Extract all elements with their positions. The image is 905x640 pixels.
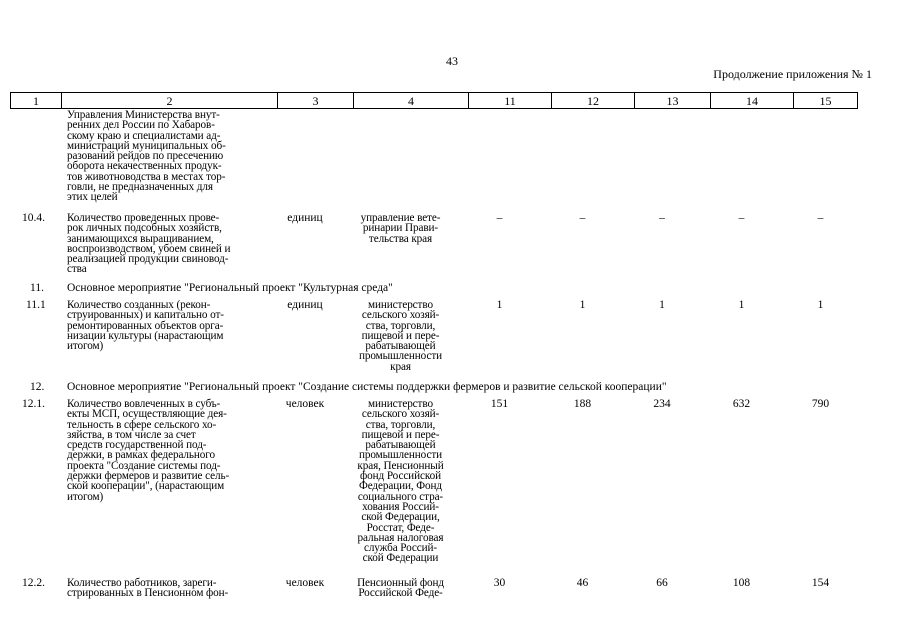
page-number: 43 — [446, 54, 458, 68]
row-12-1-v15: 790 — [811, 398, 830, 410]
row-11-1-v12: 1 — [579, 299, 586, 311]
row-10-4-v14: – — [738, 212, 745, 224]
header-col-15: 15 — [819, 94, 832, 108]
row-12-2-executor: Пенсионный фонд Российской Феде- — [357, 577, 444, 600]
row-12-1-unit: человек — [285, 398, 325, 410]
row-12-2-v12: 46 — [576, 577, 589, 589]
row-11-1-name: Количество созданных (рекон- струированных) и капитально от- ремонтированных объектов орга- низации культуры (нарастающим итогом) — [67, 299, 224, 353]
row-11-1-v14: 1 — [738, 299, 745, 311]
row-10-4-number: 10.4. — [22, 212, 45, 224]
row-12-2-v14: 108 — [732, 577, 751, 589]
header-col-13: 13 — [635, 93, 711, 108]
row-12-2-v15: 154 — [811, 577, 830, 589]
row-11-1-executor: министерство сельского хозяй- ства, торговли, пищевой и пере- рабатывающей промышленности края — [358, 299, 442, 373]
header-col-2: 2 — [62, 93, 278, 108]
section-11-title: Основное мероприятие "Региональный проект "Культурная среда" — [67, 282, 393, 294]
row-12-2-v11: 30 — [493, 577, 506, 589]
row-11-1-v11: 1 — [496, 299, 503, 311]
header-col-4: 4 — [354, 93, 469, 108]
row-10-4-v13: – — [659, 212, 665, 224]
section-12-number: 12. — [30, 381, 45, 393]
row-12-1-v13: 234 — [653, 398, 671, 410]
header-col-11: 11 — [469, 93, 552, 108]
row-11-1-number: 11.1 — [26, 299, 46, 311]
row-12-2-v13: 66 — [656, 577, 668, 589]
row-10-4-v11: – — [496, 212, 503, 224]
row-12-2-number: 12.2. — [22, 577, 45, 589]
row-10-4-v12: – — [579, 212, 586, 224]
row-10-4-name: Количество проведенных прове- рок личных подсобных хозяйств, занимающихся выращиванием, воспроизводством, убоем свиней и реализацией продукции свиновод- ства — [67, 212, 231, 276]
row-10-4-v15: – — [817, 212, 824, 224]
row-12-1-number: 12.1. — [22, 398, 45, 410]
row-11-1-v13: 1 — [659, 299, 665, 311]
row-12-1-v12: 188 — [573, 398, 592, 410]
row-11-1-unit: единиц — [287, 299, 323, 311]
continuation-note: Продолжение приложения № 1 — [713, 67, 872, 81]
section-11-number: 11. — [30, 282, 44, 294]
row-12-1-v11: 151 — [490, 398, 509, 410]
row-12-1-name: Количество вовлеченных в субъ- екты МСП, осуществляющие дея- тельность в сфере сельского хо- зяйства, в том числе за счет средств государственной под- держки, в рамках федерального проекта "Создание системы под- держки фермеров и развитие сель- ской кооперации", (нарастающим итогом) — [67, 398, 230, 503]
row-12-2-unit: человек — [285, 577, 325, 589]
row-cont-name: Управления Министерства внут- ренних дел России по Хабаров- скому краю и специалистами ад- министраций муниципальных об- разований рейдов по пресечению оборота некачественных продук- тов животноводства в местах тор- говли, не предназначенных для этих целей — [67, 109, 226, 204]
header-col-12: 12 — [552, 93, 635, 108]
section-12-title: Основное мероприятие "Региональный проект "Создание системы поддержки фермеров и развитие сельской кооперации" — [67, 381, 667, 393]
header-col-14: 14 — [711, 93, 794, 108]
row-11-1-v15: 1 — [817, 299, 824, 311]
header-col-1: 1 — [11, 93, 62, 108]
row-10-4-executor: управление вете- ринарии Прави- тельства края — [360, 212, 441, 245]
row-10-4-unit: единиц — [287, 212, 323, 224]
row-12-1-executor: министерство сельского хозяй- ства, торговли, пищевой и пере- рабатывающей промышленности края, Пенсионный фонд Российской Федерации, Фонд социального стра- хования Россий- ской Федерации, Росстат, Феде- ральная налоговая служба Россий- ской Федерации — [357, 398, 444, 565]
row-12-1-v14: 632 — [732, 398, 751, 410]
header-col-3: 3 — [278, 93, 354, 108]
table-header — [10, 92, 858, 109]
row-12-2-name: Количество работников, зареги- стрированных в Пенсионном фон- — [67, 577, 229, 600]
